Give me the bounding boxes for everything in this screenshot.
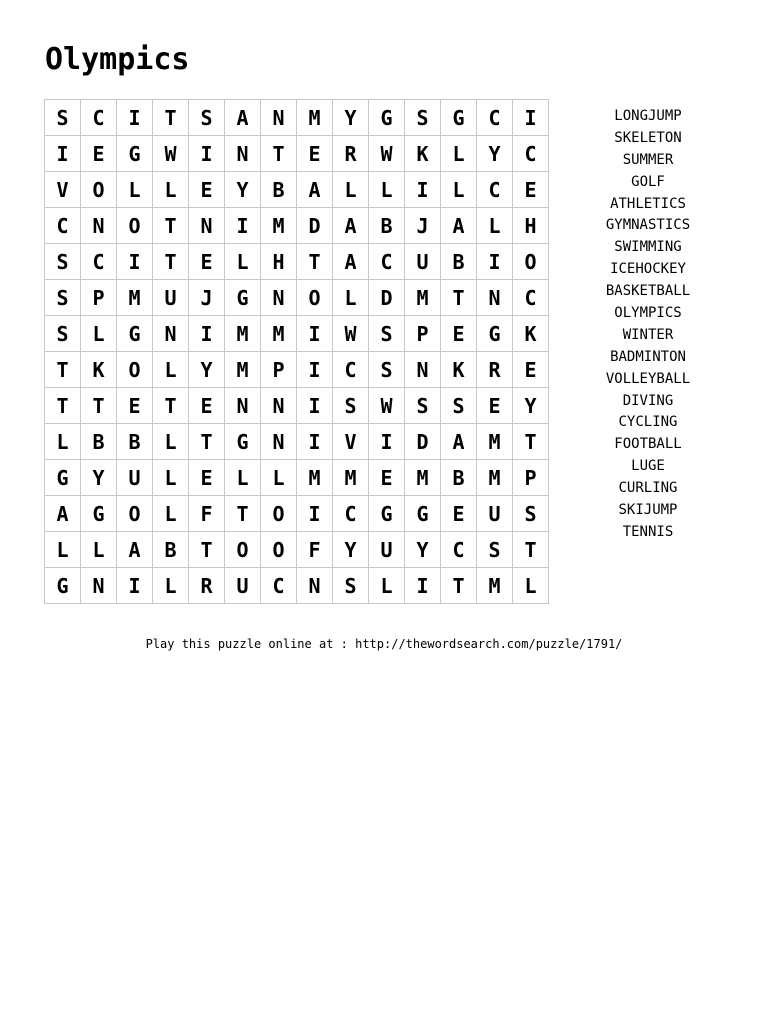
grid-cell: Y bbox=[225, 172, 261, 208]
grid-cell: F bbox=[297, 532, 333, 568]
grid-cell: N bbox=[261, 424, 297, 460]
grid-cell: V bbox=[333, 424, 369, 460]
grid-cell: G bbox=[117, 316, 153, 352]
grid-cell: G bbox=[45, 460, 81, 496]
grid-cell: P bbox=[513, 460, 549, 496]
grid-cell: S bbox=[477, 532, 513, 568]
grid-cell: A bbox=[45, 496, 81, 532]
grid-cell: I bbox=[477, 244, 513, 280]
grid-cell: Y bbox=[333, 100, 369, 136]
grid-cell: S bbox=[333, 568, 369, 604]
grid-cell: L bbox=[153, 172, 189, 208]
grid-cell: S bbox=[333, 388, 369, 424]
grid-cell: E bbox=[189, 172, 225, 208]
grid-cell: W bbox=[369, 388, 405, 424]
word-list bbox=[588, 106, 708, 544]
grid-cell: C bbox=[477, 172, 513, 208]
grid-cell: J bbox=[189, 280, 225, 316]
grid-cell: N bbox=[81, 208, 117, 244]
grid-row bbox=[45, 280, 549, 316]
grid-cell: O bbox=[513, 244, 549, 280]
grid-cell: B bbox=[369, 208, 405, 244]
grid-cell: O bbox=[117, 208, 153, 244]
grid-cell: S bbox=[441, 388, 477, 424]
grid-cell: I bbox=[117, 568, 153, 604]
grid-cell: L bbox=[261, 460, 297, 496]
grid-cell: M bbox=[261, 316, 297, 352]
grid-cell: S bbox=[405, 100, 441, 136]
grid-row bbox=[45, 532, 549, 568]
grid-cell: E bbox=[513, 352, 549, 388]
grid-cell: R bbox=[189, 568, 225, 604]
word-list-item: OLYMPICS bbox=[614, 305, 682, 322]
grid-row bbox=[45, 424, 549, 460]
grid-cell: L bbox=[441, 136, 477, 172]
grid-cell: I bbox=[117, 244, 153, 280]
grid-cell: N bbox=[477, 280, 513, 316]
grid-cell: A bbox=[225, 100, 261, 136]
grid-cell: I bbox=[405, 568, 441, 604]
word-list-item: GOLF bbox=[631, 173, 665, 190]
grid-cell: M bbox=[477, 424, 513, 460]
grid-cell: T bbox=[513, 532, 549, 568]
grid-cell: N bbox=[225, 388, 261, 424]
word-list-item: GYMNASTICS bbox=[605, 217, 691, 234]
word-list-item: CURLING bbox=[618, 480, 678, 497]
grid-cell: I bbox=[189, 316, 225, 352]
grid-cell: L bbox=[153, 496, 189, 532]
grid-cell: T bbox=[189, 424, 225, 460]
grid-cell: P bbox=[405, 316, 441, 352]
grid-cell: C bbox=[45, 208, 81, 244]
grid-cell: N bbox=[189, 208, 225, 244]
grid-cell: L bbox=[153, 424, 189, 460]
grid-cell: M bbox=[297, 100, 333, 136]
word-list-item: VOLLEYBALL bbox=[605, 370, 691, 387]
grid-cell: A bbox=[441, 424, 477, 460]
grid-cell: L bbox=[45, 532, 81, 568]
grid-cell: E bbox=[117, 388, 153, 424]
grid-cell: L bbox=[225, 244, 261, 280]
word-list-item: ATHLETICS bbox=[610, 195, 686, 212]
word-list-item: SUMMER bbox=[622, 151, 674, 168]
grid-row bbox=[45, 352, 549, 388]
grid-cell: R bbox=[477, 352, 513, 388]
grid-cell: E bbox=[369, 460, 405, 496]
grid-cell: Y bbox=[81, 460, 117, 496]
grid-cell: M bbox=[117, 280, 153, 316]
grid-cell: T bbox=[441, 568, 477, 604]
grid-cell: U bbox=[477, 496, 513, 532]
grid-cell: R bbox=[333, 136, 369, 172]
grid-cell: N bbox=[261, 388, 297, 424]
grid-cell: I bbox=[297, 316, 333, 352]
grid-row bbox=[45, 208, 549, 244]
grid-cell: B bbox=[81, 424, 117, 460]
grid-cell: B bbox=[153, 532, 189, 568]
grid-cell: S bbox=[405, 388, 441, 424]
grid-cell: L bbox=[225, 460, 261, 496]
grid-cell: I bbox=[45, 136, 81, 172]
grid-cell: G bbox=[117, 136, 153, 172]
grid-row bbox=[45, 496, 549, 532]
grid-cell: C bbox=[81, 100, 117, 136]
grid-cell: L bbox=[153, 352, 189, 388]
grid-row bbox=[45, 388, 549, 424]
grid-cell: U bbox=[405, 244, 441, 280]
grid-row bbox=[45, 172, 549, 208]
grid-cell: Y bbox=[189, 352, 225, 388]
word-list-item: SKELETON bbox=[614, 129, 682, 146]
grid-cell: S bbox=[45, 316, 81, 352]
grid-cell: G bbox=[81, 496, 117, 532]
grid-cell: A bbox=[441, 208, 477, 244]
grid-cell: C bbox=[513, 136, 549, 172]
grid-cell: S bbox=[513, 496, 549, 532]
word-list-item: WINTER bbox=[622, 326, 674, 343]
grid-cell: E bbox=[81, 136, 117, 172]
grid-cell: L bbox=[441, 172, 477, 208]
grid-cell: N bbox=[297, 568, 333, 604]
grid-cell: N bbox=[261, 100, 297, 136]
grid-cell: M bbox=[477, 568, 513, 604]
grid-cell: L bbox=[513, 568, 549, 604]
grid-cell: B bbox=[117, 424, 153, 460]
grid-cell: S bbox=[45, 244, 81, 280]
grid-cell: E bbox=[189, 388, 225, 424]
grid-cell: V bbox=[45, 172, 81, 208]
grid-cell: G bbox=[45, 568, 81, 604]
grid-cell: T bbox=[297, 244, 333, 280]
grid-cell: W bbox=[369, 136, 405, 172]
grid-cell: B bbox=[441, 460, 477, 496]
grid-cell: N bbox=[153, 316, 189, 352]
grid-cell: O bbox=[117, 352, 153, 388]
grid-cell: M bbox=[405, 280, 441, 316]
grid-cell: T bbox=[153, 208, 189, 244]
grid-cell: L bbox=[81, 316, 117, 352]
grid-cell: A bbox=[117, 532, 153, 568]
grid-cell: T bbox=[441, 280, 477, 316]
word-list-item: BASKETBALL bbox=[605, 283, 691, 300]
grid-cell: K bbox=[513, 316, 549, 352]
grid-cell: U bbox=[153, 280, 189, 316]
grid-cell: H bbox=[513, 208, 549, 244]
grid-cell: A bbox=[297, 172, 333, 208]
grid-cell: S bbox=[189, 100, 225, 136]
grid-cell: L bbox=[333, 172, 369, 208]
grid-cell: T bbox=[45, 352, 81, 388]
grid-cell: T bbox=[189, 532, 225, 568]
grid-cell: O bbox=[297, 280, 333, 316]
grid-cell: E bbox=[189, 244, 225, 280]
grid-cell: I bbox=[297, 496, 333, 532]
grid-cell: U bbox=[369, 532, 405, 568]
grid-cell: N bbox=[81, 568, 117, 604]
grid-cell: G bbox=[225, 424, 261, 460]
grid-cell: K bbox=[441, 352, 477, 388]
letter-grid bbox=[44, 99, 549, 604]
grid-cell: Y bbox=[333, 532, 369, 568]
grid-cell: C bbox=[513, 280, 549, 316]
grid-cell: M bbox=[405, 460, 441, 496]
grid-cell: L bbox=[333, 280, 369, 316]
grid-cell: B bbox=[441, 244, 477, 280]
grid-cell: G bbox=[477, 316, 513, 352]
grid-row bbox=[45, 568, 549, 604]
grid-cell: U bbox=[117, 460, 153, 496]
grid-cell: I bbox=[189, 136, 225, 172]
grid-cell: L bbox=[45, 424, 81, 460]
grid-cell: I bbox=[513, 100, 549, 136]
grid-cell: T bbox=[153, 244, 189, 280]
grid-row bbox=[45, 136, 549, 172]
grid-cell: T bbox=[153, 388, 189, 424]
grid-cell: L bbox=[117, 172, 153, 208]
grid-cell: S bbox=[369, 316, 405, 352]
grid-cell: S bbox=[45, 280, 81, 316]
word-list-item: BADMINTON bbox=[610, 348, 686, 365]
grid-cell: D bbox=[369, 280, 405, 316]
grid-cell: U bbox=[225, 568, 261, 604]
grid-cell: O bbox=[261, 532, 297, 568]
grid-cell: G bbox=[441, 100, 477, 136]
grid-cell: E bbox=[441, 316, 477, 352]
grid-cell: C bbox=[369, 244, 405, 280]
grid-cell: K bbox=[405, 136, 441, 172]
grid-cell: E bbox=[441, 496, 477, 532]
grid-cell: E bbox=[477, 388, 513, 424]
word-list-item: LONGJUMP bbox=[614, 108, 682, 124]
grid-cell: H bbox=[261, 244, 297, 280]
grid-cell: M bbox=[333, 460, 369, 496]
word-list-item: ICEHOCKEY bbox=[610, 261, 686, 278]
grid-cell: L bbox=[369, 172, 405, 208]
grid-cell: T bbox=[225, 496, 261, 532]
grid-cell: P bbox=[81, 280, 117, 316]
grid-cell: A bbox=[333, 244, 369, 280]
grid-cell: L bbox=[153, 460, 189, 496]
grid-cell: I bbox=[297, 352, 333, 388]
word-list-item: SKIJUMP bbox=[618, 502, 678, 519]
grid-cell: I bbox=[225, 208, 261, 244]
grid-cell: T bbox=[45, 388, 81, 424]
grid-cell: T bbox=[513, 424, 549, 460]
grid-cell: S bbox=[369, 352, 405, 388]
grid-cell: N bbox=[261, 280, 297, 316]
grid-cell: M bbox=[297, 460, 333, 496]
grid-cell: T bbox=[81, 388, 117, 424]
grid-cell: C bbox=[333, 352, 369, 388]
grid-cell: Y bbox=[513, 388, 549, 424]
grid-cell: W bbox=[153, 136, 189, 172]
grid-cell: K bbox=[81, 352, 117, 388]
grid-cell: T bbox=[153, 100, 189, 136]
grid-cell: I bbox=[405, 172, 441, 208]
grid-cell: T bbox=[261, 136, 297, 172]
word-list-item: LUGE bbox=[631, 458, 665, 475]
grid-cell: I bbox=[297, 388, 333, 424]
grid-cell: O bbox=[225, 532, 261, 568]
grid-cell: D bbox=[405, 424, 441, 460]
word-list-item: SWIMMING bbox=[614, 239, 682, 256]
word-list-item: CYCLING bbox=[618, 414, 678, 431]
grid-cell: L bbox=[369, 568, 405, 604]
grid-cell: I bbox=[117, 100, 153, 136]
grid-cell: Y bbox=[405, 532, 441, 568]
grid-cell: C bbox=[441, 532, 477, 568]
grid-cell: E bbox=[189, 460, 225, 496]
grid-cell: E bbox=[513, 172, 549, 208]
grid-cell: M bbox=[225, 316, 261, 352]
footer-note: Play this puzzle online at : http://thewordsearch.com/puzzle/1791/ bbox=[145, 637, 623, 651]
word-list-item: FOOTBALL bbox=[614, 436, 682, 453]
page-title: Olympics bbox=[45, 42, 190, 77]
grid-cell: J bbox=[405, 208, 441, 244]
grid-cell: B bbox=[261, 172, 297, 208]
grid-cell: N bbox=[225, 136, 261, 172]
grid-cell: C bbox=[477, 100, 513, 136]
grid-cell: S bbox=[45, 100, 81, 136]
grid-cell: C bbox=[261, 568, 297, 604]
grid-cell: O bbox=[261, 496, 297, 532]
grid-cell: F bbox=[189, 496, 225, 532]
grid-cell: L bbox=[81, 532, 117, 568]
grid-cell: D bbox=[297, 208, 333, 244]
grid-cell: I bbox=[369, 424, 405, 460]
grid-cell: G bbox=[225, 280, 261, 316]
grid-cell: L bbox=[153, 568, 189, 604]
grid-cell: G bbox=[369, 100, 405, 136]
grid-cell: A bbox=[333, 208, 369, 244]
grid-cell: E bbox=[297, 136, 333, 172]
grid-cell: M bbox=[225, 352, 261, 388]
grid-cell: G bbox=[369, 496, 405, 532]
grid-row bbox=[45, 244, 549, 280]
grid-row bbox=[45, 460, 549, 496]
word-list-item: TENNIS bbox=[622, 523, 674, 540]
grid-cell: N bbox=[405, 352, 441, 388]
grid-cell: W bbox=[333, 316, 369, 352]
grid-cell: M bbox=[477, 460, 513, 496]
grid-cell: I bbox=[297, 424, 333, 460]
grid-cell: L bbox=[477, 208, 513, 244]
word-list-item: DIVING bbox=[622, 392, 674, 409]
grid-cell: G bbox=[405, 496, 441, 532]
grid-row bbox=[45, 100, 549, 136]
grid-cell: O bbox=[81, 172, 117, 208]
grid-cell: O bbox=[117, 496, 153, 532]
grid-cell: Y bbox=[477, 136, 513, 172]
grid-row bbox=[45, 316, 549, 352]
grid-cell: M bbox=[261, 208, 297, 244]
grid-cell: C bbox=[81, 244, 117, 280]
grid-cell: C bbox=[333, 496, 369, 532]
grid-cell: P bbox=[261, 352, 297, 388]
